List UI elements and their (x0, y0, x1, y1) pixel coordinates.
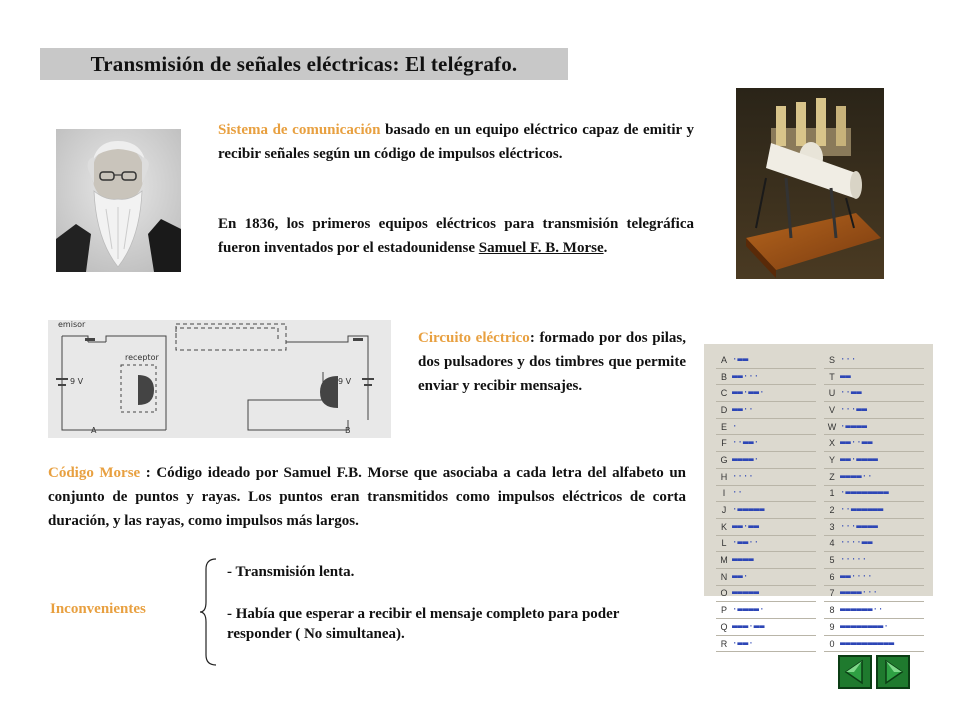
morse-symbol: ·▬▬▬▬· (732, 605, 765, 616)
next-slide-button[interactable] (876, 655, 910, 689)
morse-symbol: ···▬▬ (840, 404, 868, 415)
circuit-paragraph (418, 326, 686, 398)
morse-symbol: ▬▬▬▬ (732, 555, 754, 566)
morse-row (716, 402, 816, 419)
morse-letter: U (828, 388, 836, 399)
morse-symbol: ▬▬·· (732, 404, 754, 415)
morse-symbol: ··▬▬ (840, 388, 862, 399)
morse-row (716, 435, 816, 452)
morse-letter: T (829, 371, 835, 382)
morse-letter: 4 (829, 538, 835, 549)
morse-text: : Código ideado por Samuel F.B. Morse que asociaba a cada letra del alfabeto un conjunto de puntos y rayas. Los puntos eran transmitidos como impulsos eléctricos de corta duración, y las rayas, como impulsos más largos. (48, 465, 686, 529)
circuit-highlight: Circuito eléctrico (418, 330, 530, 346)
morse-row (824, 469, 924, 486)
morse-row (824, 486, 924, 503)
morse-symbol: ·▬▬▬▬▬ (732, 505, 765, 516)
morse-letter: V (828, 404, 835, 415)
morse-symbol: ▬▬▬▬·· (840, 471, 873, 482)
morse-symbol: ·· (732, 488, 743, 499)
label-receptor: receptor (125, 353, 159, 362)
morse-symbol: ▬▬▬▬▬▬·· (840, 605, 884, 616)
morse-symbol: ·▬▬·· (732, 538, 760, 549)
history-text: En 1836, los primeros equipos eléctricos para transmisión telegráfica fueron inventados por el estadounidense (218, 216, 694, 256)
morse-symbol: ··▬▬· (732, 438, 760, 449)
label-voltage-right: 9 V (338, 377, 352, 386)
drawbacks-label: Inconvenientes (50, 601, 146, 617)
morse-symbol: ▬▬··▬▬ (840, 438, 873, 449)
morse-row (716, 469, 816, 486)
morse-row (824, 519, 924, 536)
morse-letter: 8 (829, 605, 835, 616)
morse-letter: M (720, 555, 728, 566)
morse-row (824, 435, 924, 452)
morse-row (716, 502, 816, 519)
morse-row (824, 619, 924, 636)
morse-row (716, 569, 816, 586)
history-paragraph (218, 212, 694, 260)
morse-letter: W (827, 421, 837, 432)
label-a: A (91, 426, 97, 435)
morse-row (716, 552, 816, 569)
morse-row (824, 352, 924, 369)
morse-symbol: ▬▬·▬▬▬▬ (840, 454, 878, 465)
brace-icon (200, 557, 220, 667)
morse-symbol: ·▬▬▬▬ (840, 421, 868, 432)
morse-row (716, 636, 816, 653)
morse-row (824, 602, 924, 619)
morse-symbol: ▬▬···· (840, 571, 873, 582)
morse-row (716, 369, 816, 386)
circuit-diagram (48, 320, 391, 438)
label-b: B (345, 426, 351, 435)
samuel-morse-link[interactable]: Samuel F. B. Morse (478, 240, 604, 256)
prev-slide-button[interactable] (838, 655, 872, 689)
morse-letter: Z (829, 471, 835, 482)
morse-letter: 2 (829, 505, 835, 516)
circuit-text: : formado por dos pilas, dos pulsadores y dos timbres que permite enviar y recibir mensajes. (418, 330, 686, 394)
morse-letter: 1 (829, 488, 835, 499)
morse-letter: H (720, 471, 728, 482)
morse-symbol: ▬▬▬▬··· (840, 588, 878, 599)
morse-letter: A (720, 354, 727, 365)
morse-letter: 9 (829, 621, 835, 632)
label-voltage-left: 9 V (70, 377, 84, 386)
morse-letter: S (828, 354, 835, 365)
morse-letter: N (720, 571, 728, 582)
morse-row (716, 419, 816, 436)
morse-letter: L (721, 538, 727, 549)
morse-letter: R (720, 638, 728, 649)
morse-symbol: ▬▬· (732, 571, 749, 582)
morse-letter: G (720, 454, 728, 465)
morse-portrait (56, 129, 181, 272)
morse-row (824, 536, 924, 553)
drawback-item-2: - Había que esperar a recibir el mensaje completo para poder responder ( No simultanea). (227, 606, 620, 642)
morse-letter: 7 (829, 588, 835, 599)
telegraph-photo (736, 88, 884, 279)
morse-row (824, 636, 924, 653)
morse-row (716, 586, 816, 603)
morse-symbol: ··▬▬▬▬▬▬ (840, 505, 884, 516)
morse-symbol: ▬▬▬▬▬▬▬▬▬▬ (840, 638, 895, 649)
drawback-item-1: - Transmisión lenta. (227, 564, 355, 580)
morse-letter: P (720, 605, 727, 616)
morse-column-right (824, 352, 924, 652)
morse-letter: F (721, 438, 727, 449)
morse-symbol: ▬▬▬▬▬▬▬▬· (840, 621, 889, 632)
morse-letter: B (720, 371, 727, 382)
history-end: . (603, 240, 608, 256)
morse-symbol: ··· (840, 354, 857, 365)
morse-row (824, 419, 924, 436)
morse-letter: 0 (829, 638, 835, 649)
morse-code-table (704, 344, 933, 649)
morse-highlight: Código Morse (48, 465, 141, 481)
morse-row (716, 452, 816, 469)
morse-column-left (716, 352, 816, 652)
morse-row (716, 536, 816, 553)
morse-paragraph (48, 461, 686, 533)
morse-symbol: ····▬▬ (840, 538, 873, 549)
label-emisor: emisor (58, 320, 86, 329)
morse-row (716, 619, 816, 636)
morse-symbol: ·▬▬· (732, 638, 754, 649)
morse-symbol: ▬▬·▬▬ (732, 521, 760, 532)
morse-row (824, 452, 924, 469)
morse-symbol: ▬▬·▬▬· (732, 388, 765, 399)
morse-symbol: ·▬▬▬▬▬▬▬▬ (840, 488, 889, 499)
arrow-left-icon (840, 657, 870, 687)
morse-symbol: ▬▬ (840, 371, 851, 382)
morse-letter: C (720, 388, 728, 399)
morse-letter: 5 (829, 555, 835, 566)
morse-symbol: ▬▬▬·▬▬ (732, 621, 765, 632)
morse-row (716, 385, 816, 402)
morse-letter: Y (828, 454, 835, 465)
morse-letter: 3 (829, 521, 835, 532)
arrow-right-icon (878, 657, 908, 687)
morse-letter: J (721, 505, 727, 516)
morse-letter: D (720, 404, 728, 415)
intro-text: basado en un equipo eléctrico capaz de emitir y recibir señales según un código de impulsos eléctricos. (218, 122, 694, 162)
morse-row (824, 586, 924, 603)
morse-row (824, 569, 924, 586)
morse-symbol: ···· (732, 471, 754, 482)
morse-row (824, 502, 924, 519)
morse-row (824, 369, 924, 386)
morse-letter: I (722, 488, 726, 499)
morse-row (716, 486, 816, 503)
morse-symbol: ▬▬··· (732, 371, 760, 382)
morse-letter: E (720, 421, 727, 432)
morse-row (716, 352, 816, 369)
morse-letter: X (828, 438, 835, 449)
morse-row (824, 385, 924, 402)
morse-row (716, 602, 816, 619)
title-bar (40, 48, 568, 80)
morse-symbol: ·▬▬ (732, 354, 749, 365)
morse-symbol: ···▬▬▬▬ (840, 521, 878, 532)
morse-symbol: ▬▬▬▬· (732, 454, 760, 465)
morse-row (716, 519, 816, 536)
morse-symbol: ▬▬▬▬▬ (732, 588, 760, 599)
page-title: Transmisión de señales eléctricas: El telégrafo. (90, 51, 518, 76)
morse-symbol: ····· (840, 555, 868, 566)
morse-row (824, 552, 924, 569)
morse-row (824, 402, 924, 419)
morse-symbol: · (732, 421, 738, 432)
intro-highlight: Sistema de comunicación (218, 122, 381, 138)
morse-letter: K (720, 521, 727, 532)
morse-letter: O (720, 588, 728, 599)
morse-letter: Q (720, 621, 728, 632)
morse-letter: 6 (829, 571, 835, 582)
intro-paragraph (218, 118, 694, 166)
